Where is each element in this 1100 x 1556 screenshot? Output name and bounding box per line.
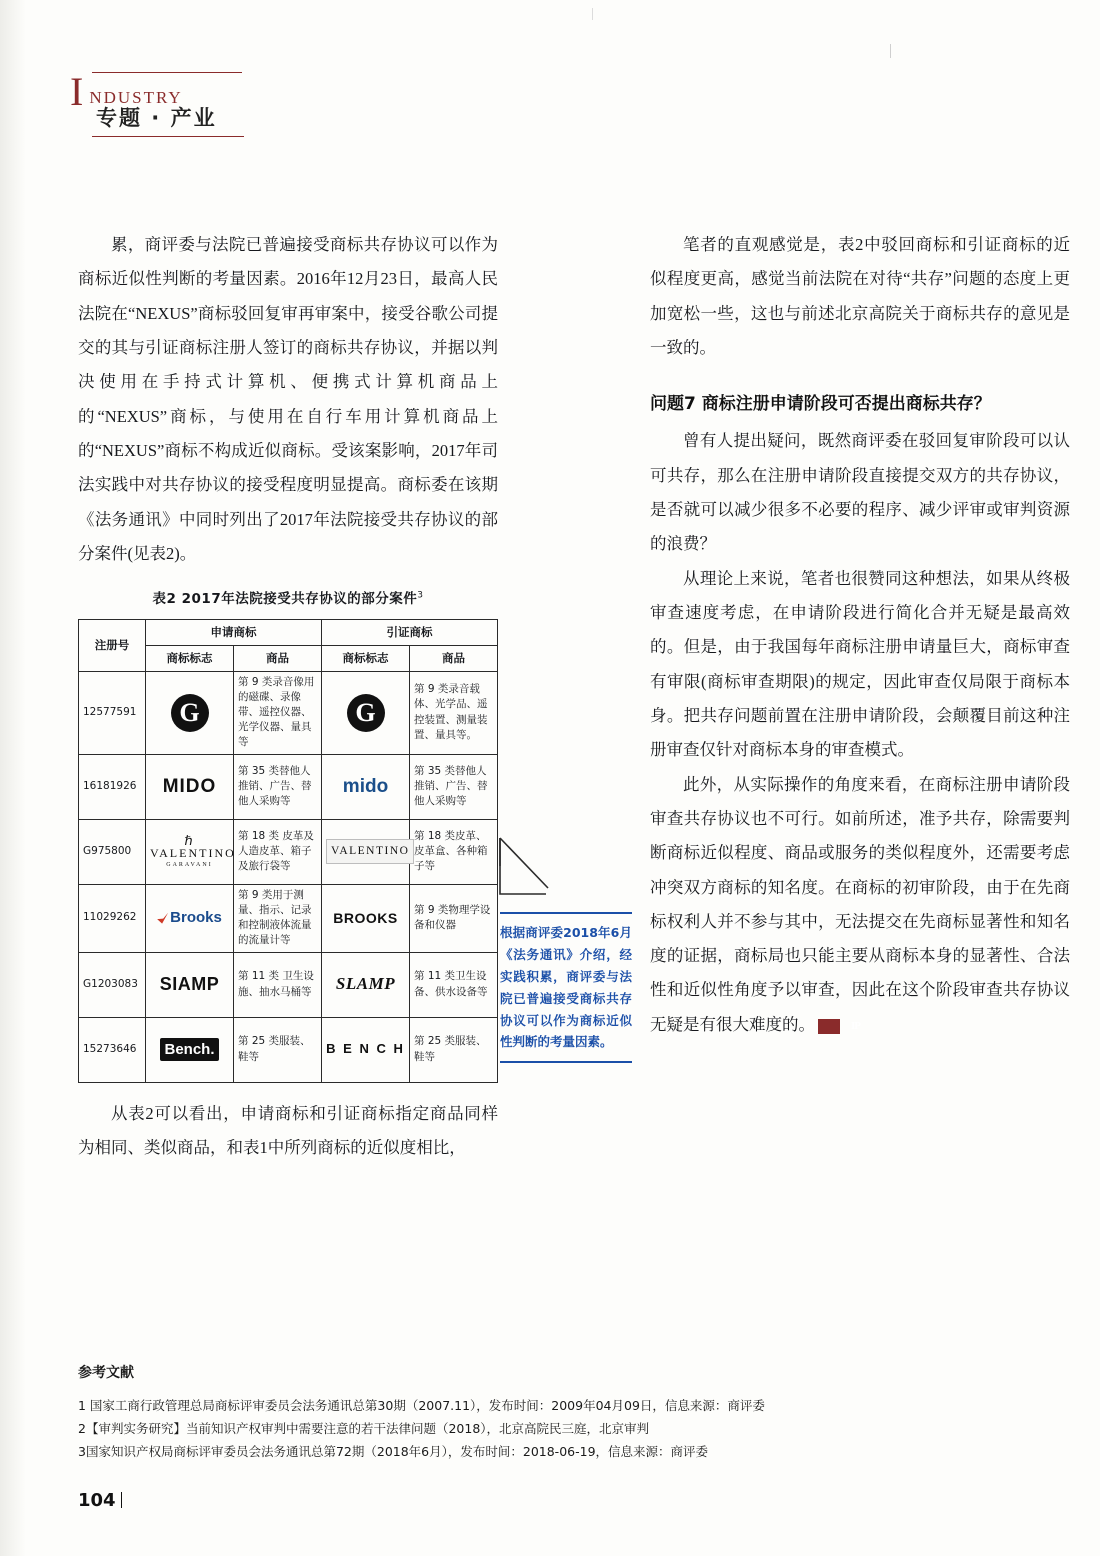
cell-applied-mark <box>146 671 234 754</box>
scan-tick-mark-secondary <box>592 8 593 20</box>
cell-cited-mark <box>322 754 410 819</box>
table-caption-text: 表2 2017年法院接受共存协议的部分案件 <box>152 591 418 608</box>
table-row <box>79 671 498 754</box>
table-row <box>79 884 498 952</box>
brand-logo-slamp-icon: SLAMP <box>335 974 396 994</box>
table-row <box>79 1017 498 1082</box>
brand-logo-mido-icon: MIDO <box>162 775 217 797</box>
header-kicker-text: NDUSTRY <box>89 88 183 107</box>
valentino-wordmark: VALENTINO <box>150 846 236 861</box>
brand-logo-siamp-icon: SIAMP <box>159 974 220 995</box>
cell-cited-mark <box>322 1017 410 1082</box>
brand-logo-bench-icon: Bench. <box>160 1038 218 1062</box>
article-end-mark-icon: IP <box>818 1019 840 1034</box>
cell-reg-no: 12577591 <box>79 671 146 754</box>
brand-logo-brooks-icon <box>157 907 222 929</box>
references-section <box>78 1362 978 1463</box>
cell-cited-goods: 第 11 类卫生设备、供水设备等 <box>410 952 498 1017</box>
right-paragraph-2: 从理论上来说，笔者也很赞同这种想法，如果从终极审查速度考虑，在申请阶段进行简化合并无疑是最高效的。但是，由于我国每年商标注册申请量巨大，商标审查有审限(商标审查期限)的规定，因此审查仅局限于商标本身。把共存问题前置在注册申请阶段，会颠覆目前这种注册审查仅针对商标本身的审查模式。 <box>650 568 1070 760</box>
brand-logo-bench-spaced-icon: B E N C H <box>326 1041 405 1057</box>
valentino-v-glyph: ℏ <box>184 833 195 849</box>
brooks-check-glyph <box>157 913 168 924</box>
left-paragraph-after-table: 从表2可以看出，申请商标和引证商标指定商品同样为相同、类似商品，和表1中所列商标的近似度相比， <box>78 1103 498 1157</box>
brand-logo-brooks-uppercase-icon: BROOKS <box>333 909 398 926</box>
cell-cited-goods: 第 18 类皮革、皮革盒、各种箱子等 <box>410 819 498 884</box>
col-header-cited-goods: 商品 <box>410 645 498 671</box>
cell-cited-goods: 第 35 类替他人推销、广告、替他人采购等 <box>410 754 498 819</box>
scan-tick-mark <box>890 44 891 58</box>
reference-item: 2【审判实务研究】当前知识产权审判中需要注意的若干法律问题（2018），北京高院民三庭，北京审判 <box>78 1421 650 1437</box>
section-header <box>70 69 390 130</box>
brand-logo-g-icon: G <box>171 694 209 732</box>
cell-applied-goods: 第 9 类用于测量、指示、记录和控制液体流量的流量计等 <box>234 884 322 952</box>
header-initial-letter: I <box>70 69 84 114</box>
cell-applied-mark <box>146 754 234 819</box>
table-caption <box>78 585 498 613</box>
right-paragraph-3-text: 此外，从实际操作的角度来看，在商标注册申请阶段审查共存协议也不可行。如前所述，准予共存，除需要判断商标近似程度、商品或服务的类似程度外，还需要考虑冲突双方商标的知名度。在商标的初审阶段，由于在先商标权利人并不参与其中，无法提交在先商标显著性和知名度的证据，商标局也只能主要从商标本身的显著性、合法性和近似性角度予以审查，因此在这个阶段审查共存协议无疑是有很大难度的。 <box>650 774 1070 1034</box>
header-rule-bottom <box>92 136 244 137</box>
left-column <box>78 228 498 1165</box>
reference-item: 1 国家工商行政管理总局商标评审委员会法务通讯总第30期（2007.11），发布时间：2009年04月09日，信息来源：商评委 <box>78 1398 765 1413</box>
page-number <box>78 1490 122 1511</box>
brand-logo-g-icon: G <box>347 694 385 732</box>
table-row <box>79 952 498 1017</box>
header-kicker-cn: 专题 · 产业 <box>96 106 217 130</box>
cell-applied-mark <box>146 819 234 884</box>
brand-logo-valentino-icon <box>150 834 236 869</box>
cell-applied-mark <box>146 884 234 952</box>
right-intro-paragraph: 笔者的直观感觉是，表2中驳回商标和引证商标的近似程度更高，感觉当前法院在对待“共存”问题的态度上更加宽松一些，这也与前述北京高院关于商标共存的意见是一致的。 <box>650 235 1070 357</box>
brooks-wordmark: Brooks <box>170 909 222 927</box>
cell-cited-mark <box>322 884 410 952</box>
cell-cited-mark <box>322 671 410 754</box>
cell-reg-no: 16181926 <box>79 754 146 819</box>
cell-reg-no: 11029262 <box>79 884 146 952</box>
reference-item: 3国家知识产权局商标评审委员会法务通讯总第72期（2018年6月），发布时间：2018-06-19，信息来源：商评委 <box>78 1444 709 1460</box>
references-title: 参考文献 <box>78 1365 134 1381</box>
cell-applied-goods: 第 35 类替他人推销、广告、替他人采购等 <box>234 754 322 819</box>
cell-cited-goods: 第 9 类物理学设备和仪器 <box>410 884 498 952</box>
cell-cited-mark <box>322 819 410 884</box>
cell-cited-goods: 第 9 类录音载体、光学品、遥控装置、测量装置、量具等。 <box>410 671 498 754</box>
cell-applied-goods: 第 18 类 皮革及人造皮革、箱子及旅行袋等 <box>234 819 322 884</box>
cell-reg-no: 15273646 <box>79 1017 146 1082</box>
table-row <box>79 754 498 819</box>
table-row <box>79 819 498 884</box>
folio-divider <box>121 1492 122 1508</box>
brand-logo-mido-lowercase-icon: mido <box>342 775 389 797</box>
coexistence-cases-table <box>78 619 498 1082</box>
col-header-applied-logo: 商标标志 <box>146 645 234 671</box>
right-paragraph-1: 曾有人提出疑问，既然商评委在驳回复审阶段可以认可共存，那么在注册申请阶段直接提交双方的共存协议，是否就可以减少很多不必要的程序、减少评审或审判资源的浪费？ <box>650 431 1070 554</box>
table-group-header-row <box>79 620 498 646</box>
col-header-reg-no: 注册号 <box>79 620 146 671</box>
table-caption-footnote: 3 <box>417 590 424 601</box>
valentino-subline: GARAVANI <box>166 862 213 869</box>
cell-reg-no: G975800 <box>79 819 146 884</box>
group-header-cited-mark: 引证商标 <box>322 620 498 646</box>
cell-reg-no: G1203083 <box>79 952 146 1017</box>
col-header-applied-goods: 商品 <box>234 645 322 671</box>
pull-quote: 根据商评委2018年6月《法务通讯》介绍，经实践积累，商评委与法院已普遍接受商标共存协议可以作为商标近似性判断的考量因素。 <box>500 912 632 1063</box>
right-column <box>650 228 1070 1042</box>
cell-applied-mark <box>146 1017 234 1082</box>
brand-logo-valentino-boxed-icon: VALENTINO <box>326 839 414 864</box>
cell-cited-mark <box>322 952 410 1017</box>
cell-cited-goods: 第 25 类服装、鞋等 <box>410 1017 498 1082</box>
question-heading: 问题7 商标注册申请阶段可否提出商标共存？ <box>650 394 991 415</box>
left-paragraph-1: 累，商评委与法院已普遍接受商标共存协议可以作为商标近似性判断的考量因素。2016年12月23日，最高人民法院在“NEXUS”商标驳回复审再审案中，接受谷歌公司提交的其与引证商标注册人签订的商标共存协议，并据以判决使用在手持式计算机、便携式计算机商品上的“NEXUS”商标，与使用在自行车用计算机商品上的“NEXUS”商标不构成近似商标。受该案影响，2017年司法实践中对共存协议的接受程度明显提高。商标委在该期《法务通讯》中同时列出了2017年法院接受共存协议的部分案件(见表2)。 <box>78 235 498 563</box>
group-header-applied-mark: 申请商标 <box>146 620 322 646</box>
right-paragraph-3 <box>650 768 1070 1043</box>
cell-applied-goods: 第 9 类录音像用的磁碟、录像带、遥控仪器、光学仪器、量具等 <box>234 671 322 754</box>
cell-applied-goods: 第 25 类服装、鞋等 <box>234 1017 322 1082</box>
cell-applied-goods: 第 11 类 卫生设施、抽水马桶等 <box>234 952 322 1017</box>
col-header-cited-logo: 商标标志 <box>322 645 410 671</box>
pullquote-arrow-icon <box>498 836 554 904</box>
page-number-text: 104 <box>78 1490 116 1511</box>
cell-applied-mark <box>146 952 234 1017</box>
